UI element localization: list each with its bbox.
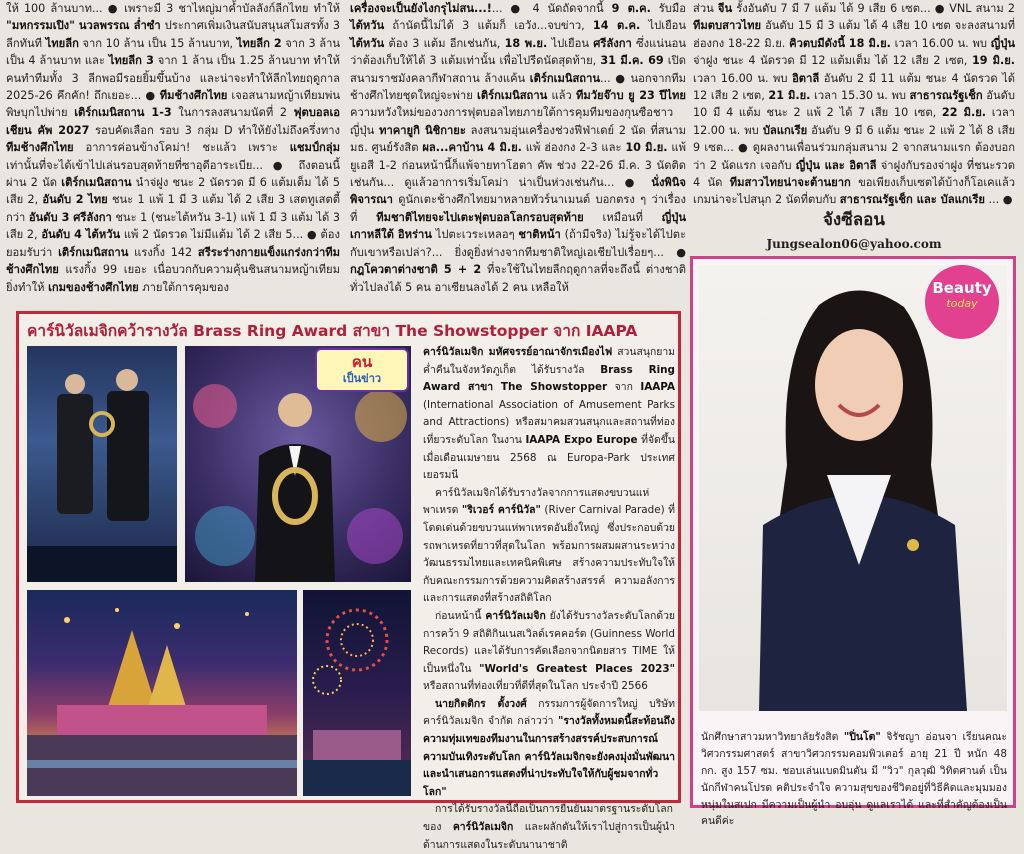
body-text: เวลา 16.00 น. พบ xyxy=(890,36,991,50)
emphasis-text: สาธารณรัฐเช็ก และ บัลแกเรีย xyxy=(839,193,985,207)
emphasis-text: "รางวัลทั้งหมดนี้สะท้อนถึงความทุ่มเทของทีมงานในการสร้างสรรค์ประสบการณ์ความบันเทิงระดับโลก คาร์นิวัลเมจิกจะยังคงมุ่งมั่นพัฒนาและนำเสนอการแสดงที่น่าประทับใจให้กับผู้ชมจากทั่วโลก" xyxy=(423,715,675,798)
emphasis-text: คิวตบมีดังนี้ xyxy=(789,36,845,50)
columnist-email: Jungsealon06@yahoo.com xyxy=(766,237,942,251)
fireworks-illustration xyxy=(303,590,411,796)
body-text: แรงกิ้ง 142 xyxy=(128,245,198,259)
body-text: ... ● นอกจากทีมช้างศึกไทยชุดใหญ่จะพ่าย xyxy=(350,71,687,103)
emphasis-text: อันดับ 3 ศรีลังกา xyxy=(28,210,112,224)
body-text: ไปตะเวระเหลอๆ xyxy=(431,228,519,242)
body-text: จาก 1 ล้าน เป็น 1.25 ล้านบาท ทำให้คนทำทีมทั้ง 3 ลีกพอมีรอยยิ้มขึ้นบ้าง และน่าจะทำให้ลีกไทยฤดูกาล 2025-26 คึกคัก! ถึกเยอะ... ● xyxy=(6,54,340,103)
beauty-caption xyxy=(701,729,1007,830)
body-text: แพ้ ฮ่องกง 2-3 และ xyxy=(521,141,626,155)
emphasis-text: ผล...คาบ้าน 4 มิ.ย. xyxy=(422,141,522,155)
body-text: ต้อง 3 แต้ม อีกเช่นกัน, xyxy=(384,36,505,50)
columnist-signature xyxy=(693,206,1015,251)
emphasis-text: "มหกรรมเปิง" xyxy=(6,19,75,33)
emphasis-text: ทีมช้างศึกไทย xyxy=(159,89,228,103)
body-text: คาร์นิวัลเมจิกได้รับรางวัลจากการแสดงขบวนแห่พาเหรด xyxy=(423,486,650,517)
emphasis-text: นายกิตติกร ตั้งวงศ์ xyxy=(435,697,527,710)
beauty-today-box xyxy=(690,256,1016,828)
article-paragraph-1 xyxy=(423,344,675,485)
emphasis-text: คาร์นิวัลเมจิก มหัศจรรย์อาณาจักรเมืองไฟ xyxy=(423,346,613,358)
emphasis-text: สาธารณรัฐเช็ก xyxy=(909,89,983,103)
body-text: และผลักดันให้เราไปสู่การเป็นผู้นำด้านการแสดงในระดับนานาชาติ xyxy=(423,821,675,851)
body-text: อาการค่อนข้างโคม่า! ชะแล้ว เพราะ xyxy=(73,141,290,155)
emphasis-text: "ริเวอร์ คาร์นิวัล" xyxy=(461,504,541,517)
body-text: เวลา 16.00 น. พบ xyxy=(693,71,793,85)
body-text: ซึ่งแน่นอนว่าต้องเก็บให้ได้ 3 แต้มเท่านั้น เพื่อไปรีดนัดสุดท้าย, xyxy=(350,36,686,68)
body-text: ลงสนามอุ่นเครื่องช่วงฟีฟ่าเดย์ 2 นัด ที่สนาม มธ. ศูนย์รังสิต xyxy=(350,123,686,155)
emphasis-text: อันดับ 4 ไต้หวัน xyxy=(41,228,121,242)
body-text: ชนะ 1 (ชนะไต้หวัน 3-1) แพ้ 1 มี 3 แต้ม ได้ 3 เสีย 2, xyxy=(6,210,340,242)
body-text: อันดับ 2 มี 11 แต้ม ชนะ 4 นัดรวด ได้ 12 เสีย 2 เซต, xyxy=(693,71,1016,103)
emphasis-text: ชาติหน้า xyxy=(518,228,561,242)
body-text: ที่จะใช้ในไทยลีกฤดูกาลที่จะถึงนี้ ต่างชาติทั่วไปลงได้ 5 คน อาเซียนลงได้ 2 คน เหลือให้ xyxy=(350,263,686,294)
award-ceremony-illustration xyxy=(27,346,177,582)
emphasis-text: ญี่ปุ่น xyxy=(990,36,1015,50)
emphasis-text: ญี่ปุ่น เกาหลีใต้ อิหร่าน xyxy=(350,210,686,242)
body-text: หรือสถานที่ท่องเที่ยวที่ดีที่สุดในโลก ประจำปี 2566 xyxy=(423,680,648,693)
emphasis-text: ศรีลังกา xyxy=(593,36,632,50)
body-text: ขอเพียงเก็บเซตได้บ้างก็โอเคแล้ว เกมน่าจะไปสนุก 2 นัดที่ตบกับ xyxy=(693,176,1015,207)
emphasis-text: 19 มิ.ย. xyxy=(972,54,1015,68)
emphasis-text: อิตาลี xyxy=(792,71,820,85)
emphasis-text: IAAPA xyxy=(640,381,676,394)
emphasis-text: ไทยลีก 3 xyxy=(108,54,154,68)
emphasis-text: Brass Ring Award สาขา The Showstopper xyxy=(423,363,675,394)
parade-illustration xyxy=(27,590,297,796)
body-text: ... ● xyxy=(984,193,1013,207)
body-text: รอบคัดเลือก รอบ 3 กลุ่ม D ทำให้ยังไม่ถึงครึ่งทาง xyxy=(89,123,340,137)
beauty-badge-word: Beauty xyxy=(932,279,992,297)
emphasis-text: ญี่ปุ่น และ อิตาลี xyxy=(795,158,877,172)
body-text: ยังได้รับรางวัลระดับโลกด้วยการคว้า 9 สถิติกินเนสเวิลด์เรคคอร์ด (Guinness World Records) และได้รับการคัดเลือกจากนิตยสาร TIME ให้เป็นหนึ่งใน xyxy=(423,609,675,675)
emphasis-text: ไต้หวัน xyxy=(350,36,385,50)
emphasis-text: สรีระร่างกายแข็งแกร่งกว่าทีมช้างศึกไทย xyxy=(6,245,340,277)
body-text: นำจ่ฝูง ชนะ 2 นัดรวด มี 6 แต้มเต็ม ได้ 5 เสีย 2, xyxy=(6,176,341,207)
body-text: จ่าฝูง ชนะ 4 นัดรวด มี 12 แต้มเต็ม ได้ 12 เสีย 2 เซต, xyxy=(693,54,973,68)
body-text: เวลา 12.00 น. พบ xyxy=(693,106,1015,137)
body-text: ส่วน xyxy=(693,2,718,15)
body-text: ที่จัดขึ้นเมื่อเดือนเมษายน 2568 ณ Europa-Park ประเทศเยอรมนี xyxy=(423,433,675,482)
columnist-name: จังซีลอน xyxy=(822,210,886,230)
emphasis-text: 18 มิ.ย. xyxy=(848,36,891,50)
carnival-magic-article xyxy=(16,311,681,851)
body-text: ... ● 4 นัดถัดจากนี้ xyxy=(491,2,612,15)
badge-word-2: เป็นข่าว xyxy=(342,372,382,385)
emphasis-text: จีน xyxy=(717,2,733,15)
news-people-badge xyxy=(315,348,409,392)
emphasis-text: ทีมตบสาวไทย xyxy=(693,19,762,33)
emphasis-text: 9 ต.ค. xyxy=(611,2,651,15)
body-text: จ่าฝูงกับรองจ่าฝูง ที่ชนะรวด 4 นัด xyxy=(693,158,1015,190)
body-text: เจอสนามหญ้าเทียมพ่นพิษบุกไปพ่าย xyxy=(6,89,340,120)
emphasis-text: เติร์กเมนิสถาน xyxy=(477,89,548,103)
emphasis-text: เติร์กเมนิสถาน 1-3 xyxy=(74,106,172,120)
body-text: การได้รับรางวัลนี้ถือเป็นการยืนยันมาตรฐานระดับโลกของ xyxy=(423,803,673,834)
body-text: อันดับ 9 มี 6 แต้ม ชนะ 2 แพ้ 2 ได้ 8 เสีย 9 เซต... ● ดูผลงานเพื่อนร่วมกลุ่มสนาม 2 จากสนามแรก ต้องบอกว่า 2 นัดแรก เจอกับ xyxy=(693,123,1015,172)
body-text: ในการลงสนามนัดที่ 2 xyxy=(171,106,294,120)
emphasis-text: 14 ต.ค. xyxy=(592,19,641,33)
emphasis-text: เครื่องจะเป็นยังไงกรุไม่สน...! xyxy=(350,2,492,15)
column-text xyxy=(6,0,340,296)
column-sports-1 xyxy=(6,0,340,305)
body-text: (River Carnival Parade) ที่โดดเด่นด้วยขบวนแห่พาเหรดอันยิ่งใหญ่ ซึ่งประกอบด้วยรถพาเหรดที่ยาวที่สุดในโลก พร้อมการผสมผสานระหว่างวัฒนธรรมไทยและเทคนิคพิเศษ สร้างความประทับใจให้กับคณะกรรมการด้วยความคิดสร้างสรรค์ ความอลังการ และการแสดงที่สร้างสถิติโลก xyxy=(423,504,676,605)
body-text: แล้ว xyxy=(547,89,577,103)
body-text: แพ้ 2 นัดรวด ไม่มีแต้ม ได้ 2 เสีย 5... ● ต้องยอมรับว่า xyxy=(6,228,340,259)
body-text: ก่อนหน้านี้ xyxy=(435,609,486,622)
column-text xyxy=(350,0,686,296)
body-text: ให้ 100 ล้านบาท... ● เพราะมี 3 ชาไหญ่มาค้ำบัลลังก์ลีกไทย ทำให้ xyxy=(6,2,340,15)
emphasis-text: กฎโควตาต่างชาติ 5 + 2 xyxy=(350,263,482,277)
column-sports-2 xyxy=(350,0,686,305)
body-text: อันดับ 15 มี 3 แต้ม ได้ 4 เสีย 10 เซต จะลงสนามที่ฮ่องกง 18-22 มิ.ย. xyxy=(693,19,1015,50)
body-text: ไปเยือน xyxy=(640,19,686,33)
body-text: จาก xyxy=(607,381,641,394)
body-text: เปิดสนามราชมังคลากีฬาสถาน ล้างแค้น xyxy=(350,54,686,85)
body-text: ไปเยือน xyxy=(547,36,594,50)
article-title: คาร์นิวัลเมจิกคว้ารางวัล Brass Ring Award สาขา The Showstopper จาก IAAPA xyxy=(27,322,638,340)
emphasis-text: IAAPA Expo Europe xyxy=(525,433,638,446)
emphasis-text: ไต้หวัน xyxy=(350,19,385,33)
emphasis-text: เติร์กเมนิสถาน xyxy=(61,176,132,190)
emphasis-text: แชมป์กลุ่ม xyxy=(289,141,340,155)
emphasis-text: ไทยลีก 2 xyxy=(236,36,282,50)
body-text: เวลา 15.30 น. พบ xyxy=(810,89,910,103)
emphasis-text: คาร์นิวัลเมจิก xyxy=(485,609,546,622)
body-text: (International Association of Amusement Parks and Attractions) หรือสมาคมสวนสนุกและสถานที่ท่องเที่ยวระดับโลก ในงาน xyxy=(423,398,675,446)
body-text: ความหวังใหม่ของวงการฟุตบอลไทยภายใต้การคุมทีมของกุนซือชาวญี่ปุ่น xyxy=(350,106,674,137)
emphasis-text: คาร์นิวัลเมจิก xyxy=(452,821,514,834)
body-text: นักศึกษาสาวมหาวิทยาลัยรังสิต xyxy=(701,731,844,744)
emphasis-text: ทีมช้างศึกไทย xyxy=(6,141,74,155)
emphasis-text: ไทยลีก xyxy=(45,36,79,50)
body-text: จิรัชญา อ่อนจา เรียนคณะวิศวกรรมศาสตร์ สาขาวิศวกรรมคอมพิวเตอร์ อายุ 21 ปี หนัก 48 กก. สูง 157 ซม. ชอบเล่นแบดมินตัน มี "วิว" กุลวุฒิ วิทิตศานต์ เป็นนักกีฬาคนโปรด คติประจำใจ ความสุขของชีวิตอยู่ที่วิธีคิดและมุมมอง หนุ่มในสเปก มีความเป็นผู้นำ อบอุ่น ดูแลเราได้ และที่สำคัญต้องเป็นคนดีค่ะ xyxy=(701,731,1007,828)
emphasis-text: เติร์กเมนิสถาน xyxy=(58,245,129,259)
body-text: อันดับ 10 มี 4 แต้ม ชนะ 2 แพ้ 2 ได้ 7 เสีย 10 เซต, xyxy=(693,89,1015,120)
emphasis-text: บัลแกเรีย xyxy=(762,123,808,137)
today-badge-word: today xyxy=(946,297,978,310)
emphasis-text: 21 มิ.ย. xyxy=(768,89,811,103)
article-paragraph-3 xyxy=(423,608,675,696)
emphasis-text: นั่งพินิจพิจารณา xyxy=(350,176,686,207)
parade-photo xyxy=(27,590,297,796)
beauty-today-badge xyxy=(925,265,999,339)
body-text: ประกาศเพิ่มเงินสนับสนุนสโมสรทั้ง 3 ลีกทันที xyxy=(6,19,340,50)
body-text: ภายใต้การคุมของ xyxy=(138,280,229,294)
fireworks-photo xyxy=(303,590,411,796)
emphasis-text: อันดับ 2 ไทย xyxy=(42,193,108,207)
body-text: ดูนักเตะช้างศึกไทยมาหลายทัวร์นาเมนต์ บอกตรง ๆ ว่าเรื่องที่ xyxy=(350,193,686,224)
body-text: (ถ้ามีจริง) ไม่รู้จะได้ไปตะกับเขาหรือเปล่า?... ยิ่งดูยิ่งห่างจากทีมชาติใหญ่เอเชียไปเรื่อยๆ... ● xyxy=(350,228,686,259)
emphasis-text: ทีมสาวไทยน่าจะต้านยาก xyxy=(729,176,851,190)
body-text: ชนะ 1 แพ้ 1 มี 3 แต้ม ได้ 2 เสีย 3 เสตทูเสตตี้กว่า xyxy=(6,193,340,224)
body-text: รับมือ xyxy=(650,2,687,15)
body-text: ถ้านัดนี้ไม่ได้ 3 แต้มก็ เอวัง...จบข่าว, xyxy=(384,19,593,33)
body-text: จาก 3 ล้าน เป็น 4 ล้านบาท และ xyxy=(6,36,341,68)
emphasis-text: "World's Greatest Places 2023" xyxy=(479,662,675,675)
award-ceremony-photo xyxy=(27,346,177,582)
emphasis-text: ทาคายูกิ นิชิกายะ xyxy=(379,123,466,137)
body-text: รั้งอันดับ 7 มี 7 แต้ม ได้ 9 เสีย 6 เซต... ● VNL สนาม 2 xyxy=(732,2,1015,15)
body-text: จาก 10 ล้าน เป็น 15 ล้านบาท, xyxy=(78,36,237,50)
column-sports-3 xyxy=(693,0,1016,207)
column-text xyxy=(693,0,1015,209)
body-text: แพ้ ยูเอสี 1-2 ก่อนหน้านี้ก็แพ้จายทาโฮตา คัพ ช่วง 22-26 มี.ค. 3 นัดติด เช่นกัน... ดูแล้วอาการเริ่มโคม่า น่าเป็นห่วงเช่นกัน... ● xyxy=(350,141,686,190)
emphasis-text: ทีมวัยจ๊าบ ยู 23 ปีไทย xyxy=(576,89,686,103)
emphasis-text: 18 พ.ย. xyxy=(504,36,548,50)
emphasis-text: ทีมชาติไทยจะไปเตะฟุตบอลโลกรอบสุดท้าย xyxy=(376,210,584,224)
body-text: เหมือนที่ xyxy=(583,210,662,224)
emphasis-text: 22 มิ.ย. xyxy=(941,106,986,120)
emphasis-text: นวลพรรณ ล่ำซำ xyxy=(78,19,161,33)
article-paragraph-2 xyxy=(423,485,675,608)
body-text: เท่านั้นที่จะได้เข้าไปเล่นรอบสุดท้ายที่ซาอุดีอาระเบีย... ● ถึงตอนนี้ผ่าน 2 นัด xyxy=(6,158,340,190)
body-text: สวนสนุกยามค่ำคืนในจังหวัดภูเก็ต ได้รับรางวัล xyxy=(423,346,676,376)
article-body xyxy=(423,344,676,851)
emphasis-text: "ปิ่นโต" xyxy=(843,731,881,744)
article-paragraph-4 xyxy=(423,696,675,802)
badge-word-1: คน xyxy=(351,353,373,371)
article-paragraph-5 xyxy=(423,801,675,854)
body-text: กรรมการผู้จัดการใหญ่ บริษัทคาร์นิวัลเมจิก จำกัด กล่าวว่า xyxy=(423,697,675,728)
emphasis-text: 31 มี.ค. 69 xyxy=(600,54,664,68)
body-text: แรงกิ้ง 99 เยอะ เนื่อบวกกับความคุ้นชินสนามหญ้าเทียม ยิ่งทำให้ xyxy=(6,263,340,294)
emphasis-text: 10 มิ.ย. xyxy=(625,141,668,155)
emphasis-text: ฟุตบอลเอเชียน คัพ 2027 xyxy=(6,106,341,137)
emphasis-text: เติร์กเมนิสถาน xyxy=(529,71,600,85)
emphasis-text: เกมของช้างศึกไทย xyxy=(48,280,139,294)
